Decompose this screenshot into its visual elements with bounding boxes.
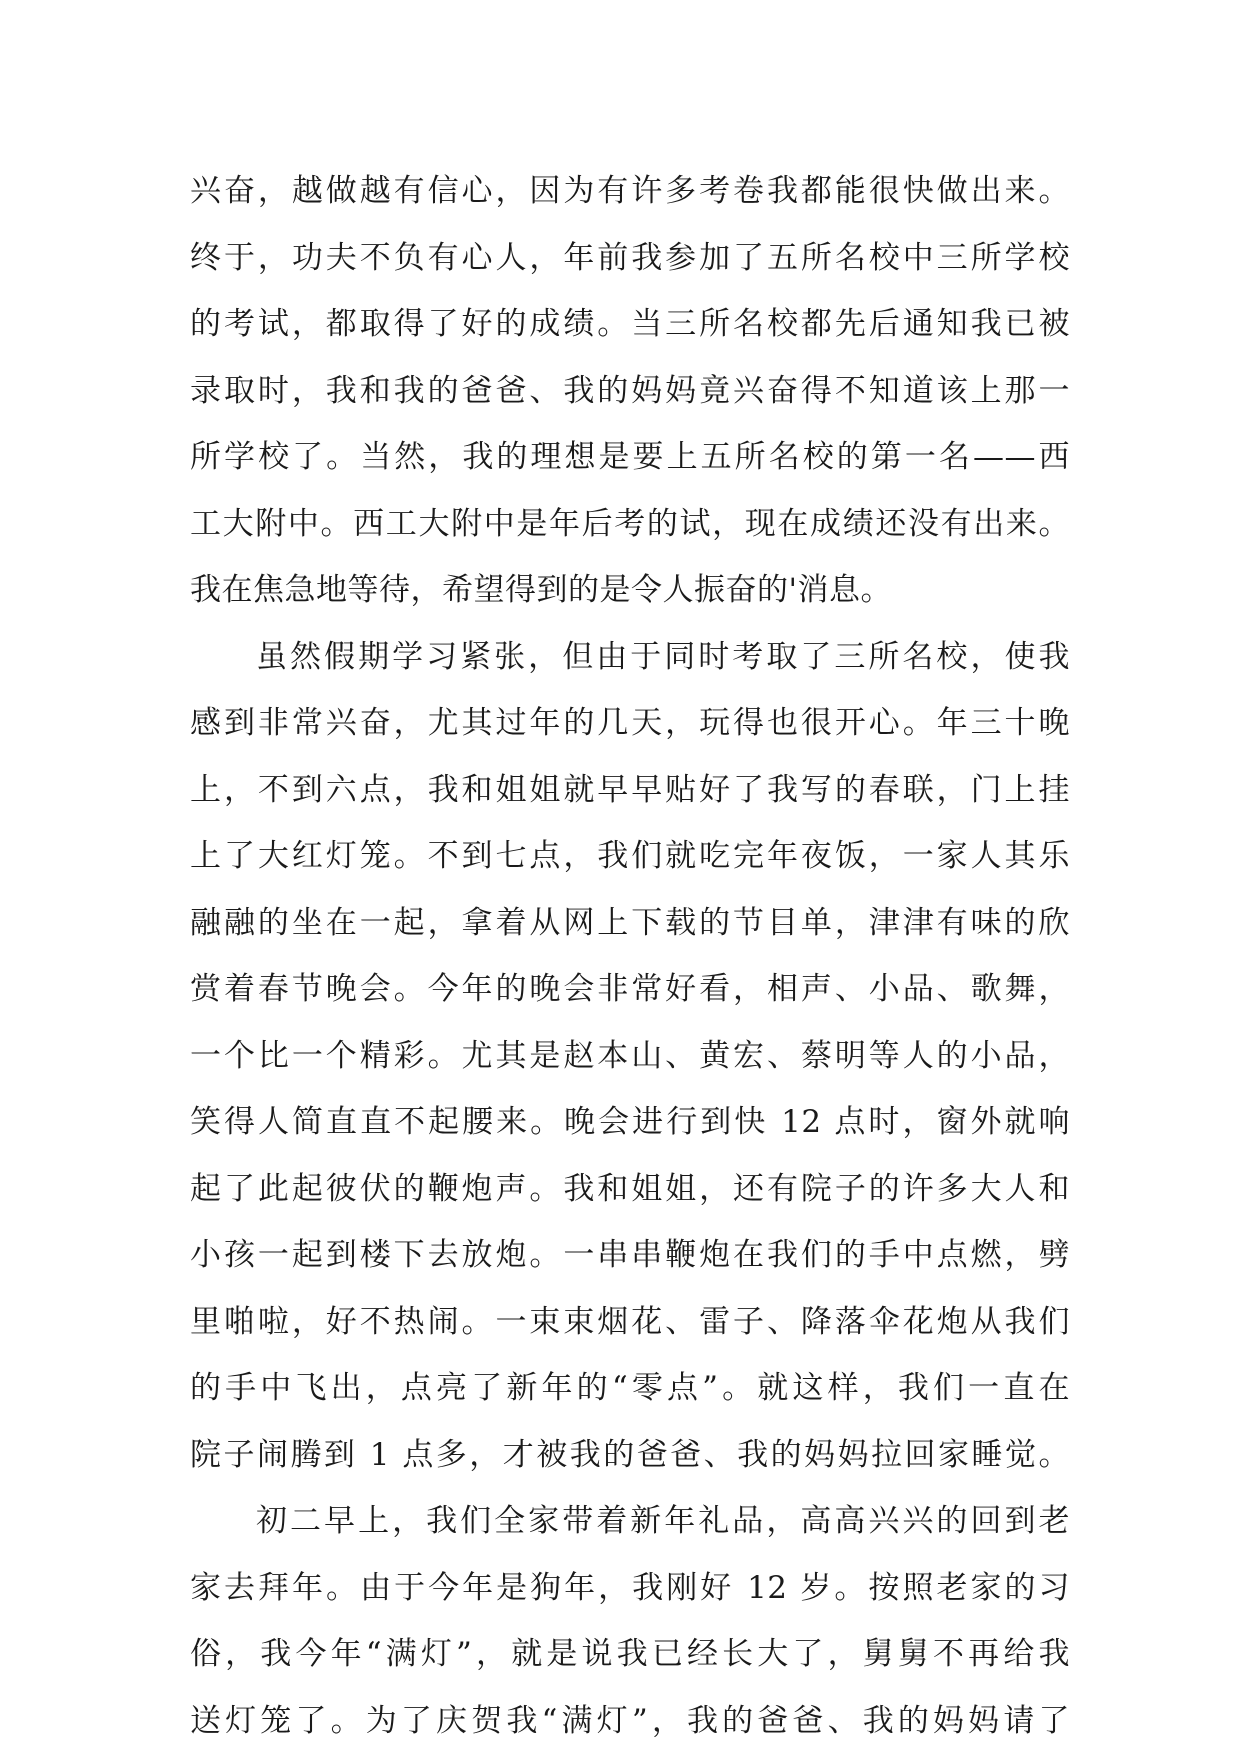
text-line: 的手中飞出，点亮了新年的“零点”。就这样，我们一直在	[190, 1370, 1070, 1406]
text-line: 终于，功夫不负有心人，年前我参加了五所名校中三所学校	[190, 239, 1070, 276]
text-line: 兴奋，越做越有信心，因为有许多考卷我都能很快做出来。	[190, 173, 1070, 209]
text-line: 一个比一个精彩。尤其是赵本山、黄宏、蔡明等人的小品，	[190, 1037, 1070, 1074]
text-line: 上，不到六点，我和姐姐就早早贴好了我写的春联，门上挂	[190, 771, 1070, 808]
text-line: 里啪啦，好不热闹。一束束烟花、雷子、降落伞花炮从我们	[190, 1303, 1070, 1340]
text-line: 家去拜年。由于今年是狗年，我刚好 12 岁。按照老家的习	[190, 1569, 1070, 1606]
text-line: 赏着春节晚会。今年的晚会非常好看，相声、小品、歌舞，	[190, 971, 1070, 1007]
text-line: 录取时，我和我的爸爸、我的妈妈竟兴奋得不知道该上那一	[190, 372, 1070, 409]
text-line: 虽然假期学习紧张，但由于同时考取了三所名校，使我	[256, 638, 1070, 675]
text-line: 融融的坐在一起，拿着从网上下载的节目单，津津有味的欣	[190, 904, 1070, 941]
text-line: 小孩一起到楼下去放炮。一串串鞭炮在我们的手中点燃，劈	[190, 1237, 1070, 1273]
text-line: 的考试，都取得了好的成绩。当三所名校都先后通知我已被	[190, 306, 1070, 342]
text-line: 院子闹腾到 1 点多，才被我的爸爸、我的妈妈拉回家睡觉。	[190, 1436, 1070, 1473]
text-line: 工大附中。西工大附中是年后考的试，现在成绩还没有出来。	[190, 505, 1070, 542]
text-line: 感到非常兴奋，尤其过年的几天，玩得也很开心。年三十晚	[190, 705, 1070, 741]
text-line: 起了此起彼伏的鞭炮声。我和姐姐，还有院子的许多大人和	[190, 1170, 1070, 1207]
text-line: 初二早上，我们全家带着新年礼品，高高兴兴的回到老	[256, 1503, 1070, 1539]
text-line: 上了大红灯笼。不到七点，我们就吃完年夜饭，一家人其乐	[190, 838, 1070, 874]
text-line: 我在焦急地等待，希望得到的是令人振奋的'消息。	[190, 572, 893, 608]
text-line: 送灯笼了。为了庆贺我“满灯”，我的爸爸、我的妈妈请了	[190, 1702, 1070, 1739]
text-line: 俗，我今年“满灯”，就是说我已经长大了，舅舅不再给我	[190, 1636, 1070, 1672]
text-line: 笑得人简直直不起腰来。晚会进行到快 12 点时，窗外就响	[190, 1104, 1070, 1140]
text-line: 所学校了。当然，我的理想是要上五所名校的第一名——西	[190, 439, 1070, 475]
document-body	[190, 158, 1070, 1754]
